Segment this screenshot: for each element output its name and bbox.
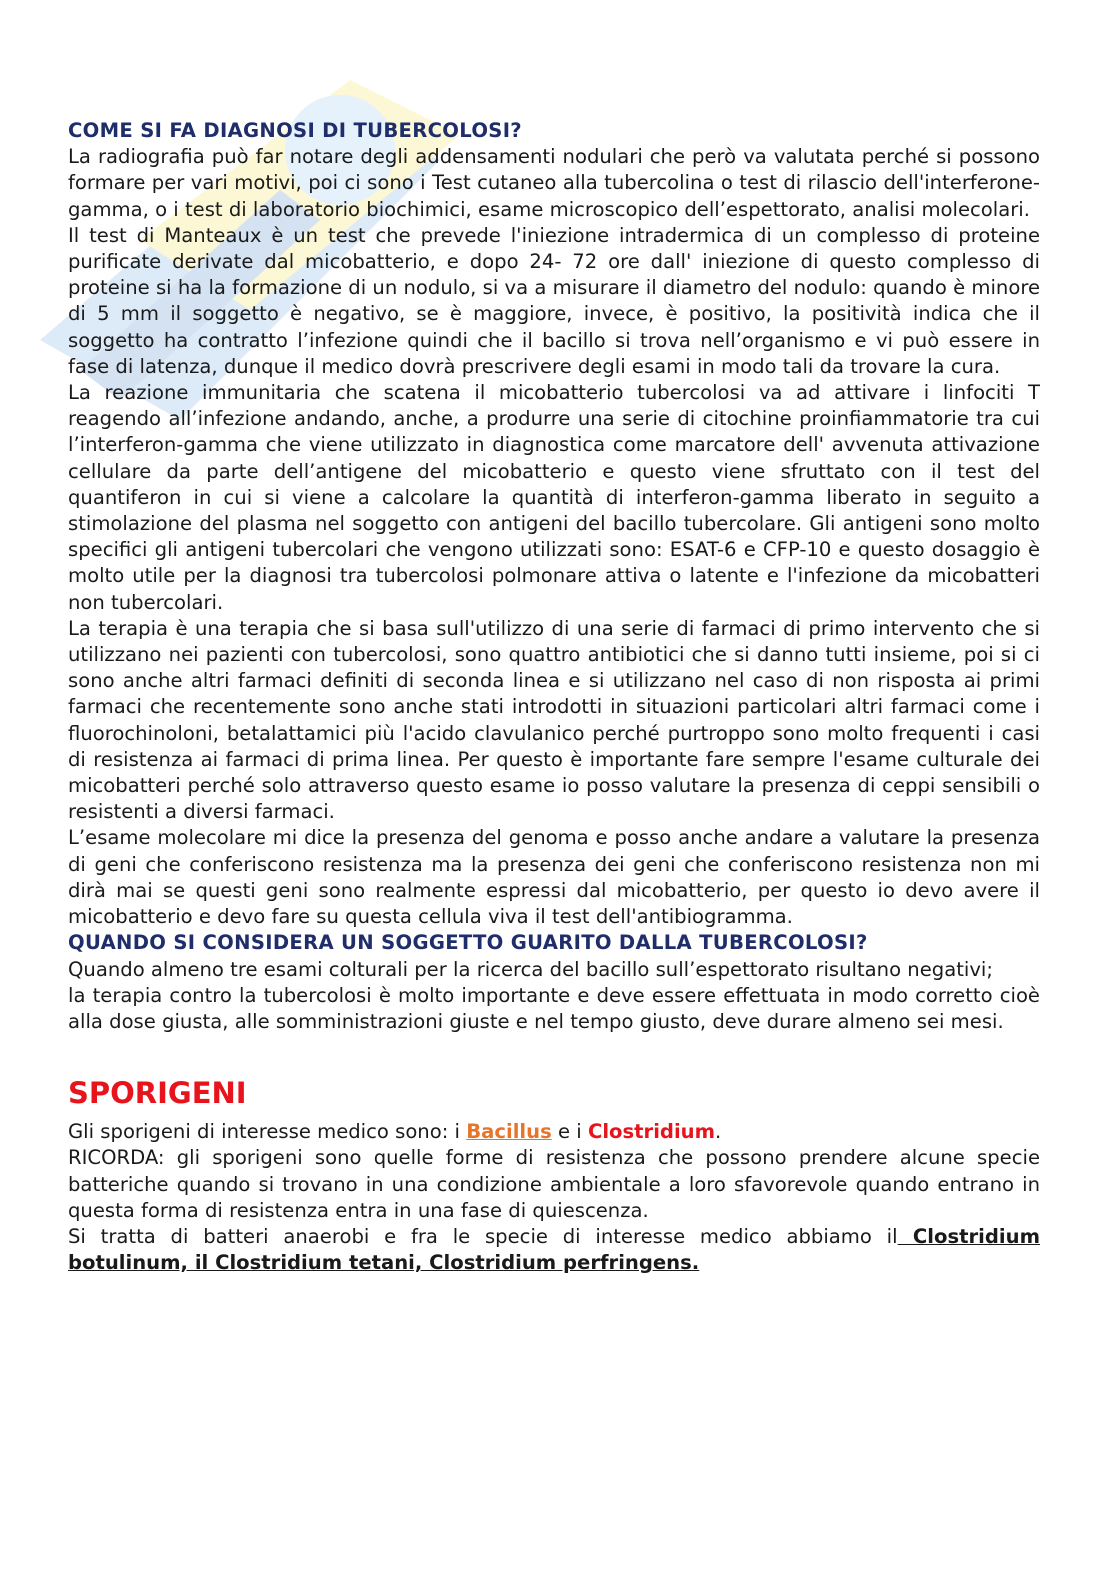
paragraph-manteaux-test: Il test di Manteaux è un test che prevede l'iniezione intradermica di un complesso di proteine purificate derivate dal micobatterio, e dopo 24- 72 ore dall' iniezione di questo complesso di proteine si ha la formazione di un nodulo, si va a misurare il diametro del nodulo: quando è minore di 5 mm il soggetto è negativo, se è maggiore, invece, è positivo, la positività indica che il soggetto ha contratto l’infezione quindi che il bacillo si trova nell’organismo e vi può essere in fase di latenza, dunque il medico dovrà prescrivere degli esami in modo tali da trovare la cura. (68, 223, 1040, 378)
section-heading-diagnosis: COME SI FA DIAGNOSI DI TUBERCOLOSI? (68, 119, 522, 142)
bacillus-link[interactable]: Bacillus (466, 1120, 552, 1144)
section-heading-recovery: QUANDO SI CONSIDERA UN SOGGETTO GUARITO DALLA TUBERCOLOSI? (68, 931, 868, 955)
paragraph-immune-reaction: La reazione immunitaria che scatena il micobatterio tubercolosi va ad attivare i linfociti T reagendo all’infezione andando, anche, a produrre una serie di citochine proinfiammatorie tra cui l’interferon-gamma che viene utilizzato in diagnostica come marcatore dell' avvenuta attivazione cellulare da parte dell’antigene del micobatterio e questo viene sfruttato con il test del quantiferon in cui si viene a calcolare la quantità di interferon-gamma liberato in seguito a stimolazione del plasma nel soggetto con antigeni del bacillo tubercolare. Gli antigeni sono molto specifici gli antigeni tubercolari che vengono utilizzati sono: ESAT-6 e CFP-10 e questo dosaggio è molto utile per la diagnosi tra tubercolosi polmonare attiva o latente e l'infezione da micobatteri non tubercolari. (68, 381, 1040, 614)
paragraph-ricorda: RICORDA: gli sporigeni sono quelle forme di resistenza che possono prendere alcune specie batteriche quando si trovano in una condizione ambientale a loro sfavorevole quando entrano in questa forma di resistenza entra in una fase di quiescenza. (68, 1146, 1040, 1222)
intro-text-before: Gli sporigeni di interesse medico sono: i (68, 1120, 467, 1144)
intro-text-middle: e i (551, 1120, 588, 1144)
paragraph-therapy-duration: la terapia contro la tubercolosi è molto importante e deve essere effettuata in modo corretto cioè alla dose giusta, alle somministrazioni giuste e nel tempo giusto, deve durare almeno sei mesi. (68, 983, 1040, 1033)
clostridium-species-list: Clostridium botulinum, il Clostridium tetani, Clostridium perfringens. (68, 1224, 1040, 1275)
paragraph-radiography: La radiografia può far notare degli addensamenti nodulari che però va valutata perché si possono formare per vari motivi, poi ci sono i Test cutaneo alla tubercolina o test di rilascio dell'interferone-gamma, o i test di laboratorio biochimici, esame microscopico dell’espettorato, analisi molecolari. (68, 145, 1040, 221)
species-text-before: Si tratta di batteri anaerobi e fra le specie di interesse medico abbiamo il (68, 1224, 898, 1248)
paragraph-cultural-exams: Quando almeno tre esami colturali per la ricerca del bacillo sull’espettorato risultano negativi; (68, 957, 993, 981)
document-page (68, 118, 1040, 1276)
intro-text-end: . (715, 1120, 722, 1144)
section-heading-sporigeni: SPORIGENI (68, 1076, 247, 1111)
paragraph-species (68, 1224, 1040, 1276)
paragraph-sporigeni-intro (68, 1119, 1040, 1145)
clostridium-term: Clostridium (587, 1120, 716, 1144)
paragraph-therapy: La terapia è una terapia che si basa sull'utilizzo di una serie di farmaci di primo intervento che si utilizzano nei pazienti con tubercolosi, sono quattro antibiotici che si danno tutti insieme, poi si ci sono anche altri farmaci definiti di seconda linea e si utilizzano nel caso di non risposta ai primi farmaci che recentemente sono anche stati introdotti in situazioni particolari altri farmaci come i fluorochinoloni, betalattamici più l'acido clavulanico perché purtroppo sono molto frequenti i casi di resistenza ai farmaci di prima linea. Per questo è importante fare sempre l'esame culturale dei micobatteri perché solo attraverso questo esame io posso valutare la presenza di ceppi sensibili o resistenti a diversi farmaci. (68, 616, 1040, 824)
paragraph-molecular-exam: L’esame molecolare mi dice la presenza del genoma e posso anche andare a valutare la presenza di geni che conferiscono resistenza ma la presenza dei geni che conferiscono resistenza non mi dirà mai se questi geni sono realmente espressi dal micobatterio, per questo io devo avere il micobatterio e devo fare su questa cellula viva il test dell'antibiogramma. (68, 826, 1040, 929)
